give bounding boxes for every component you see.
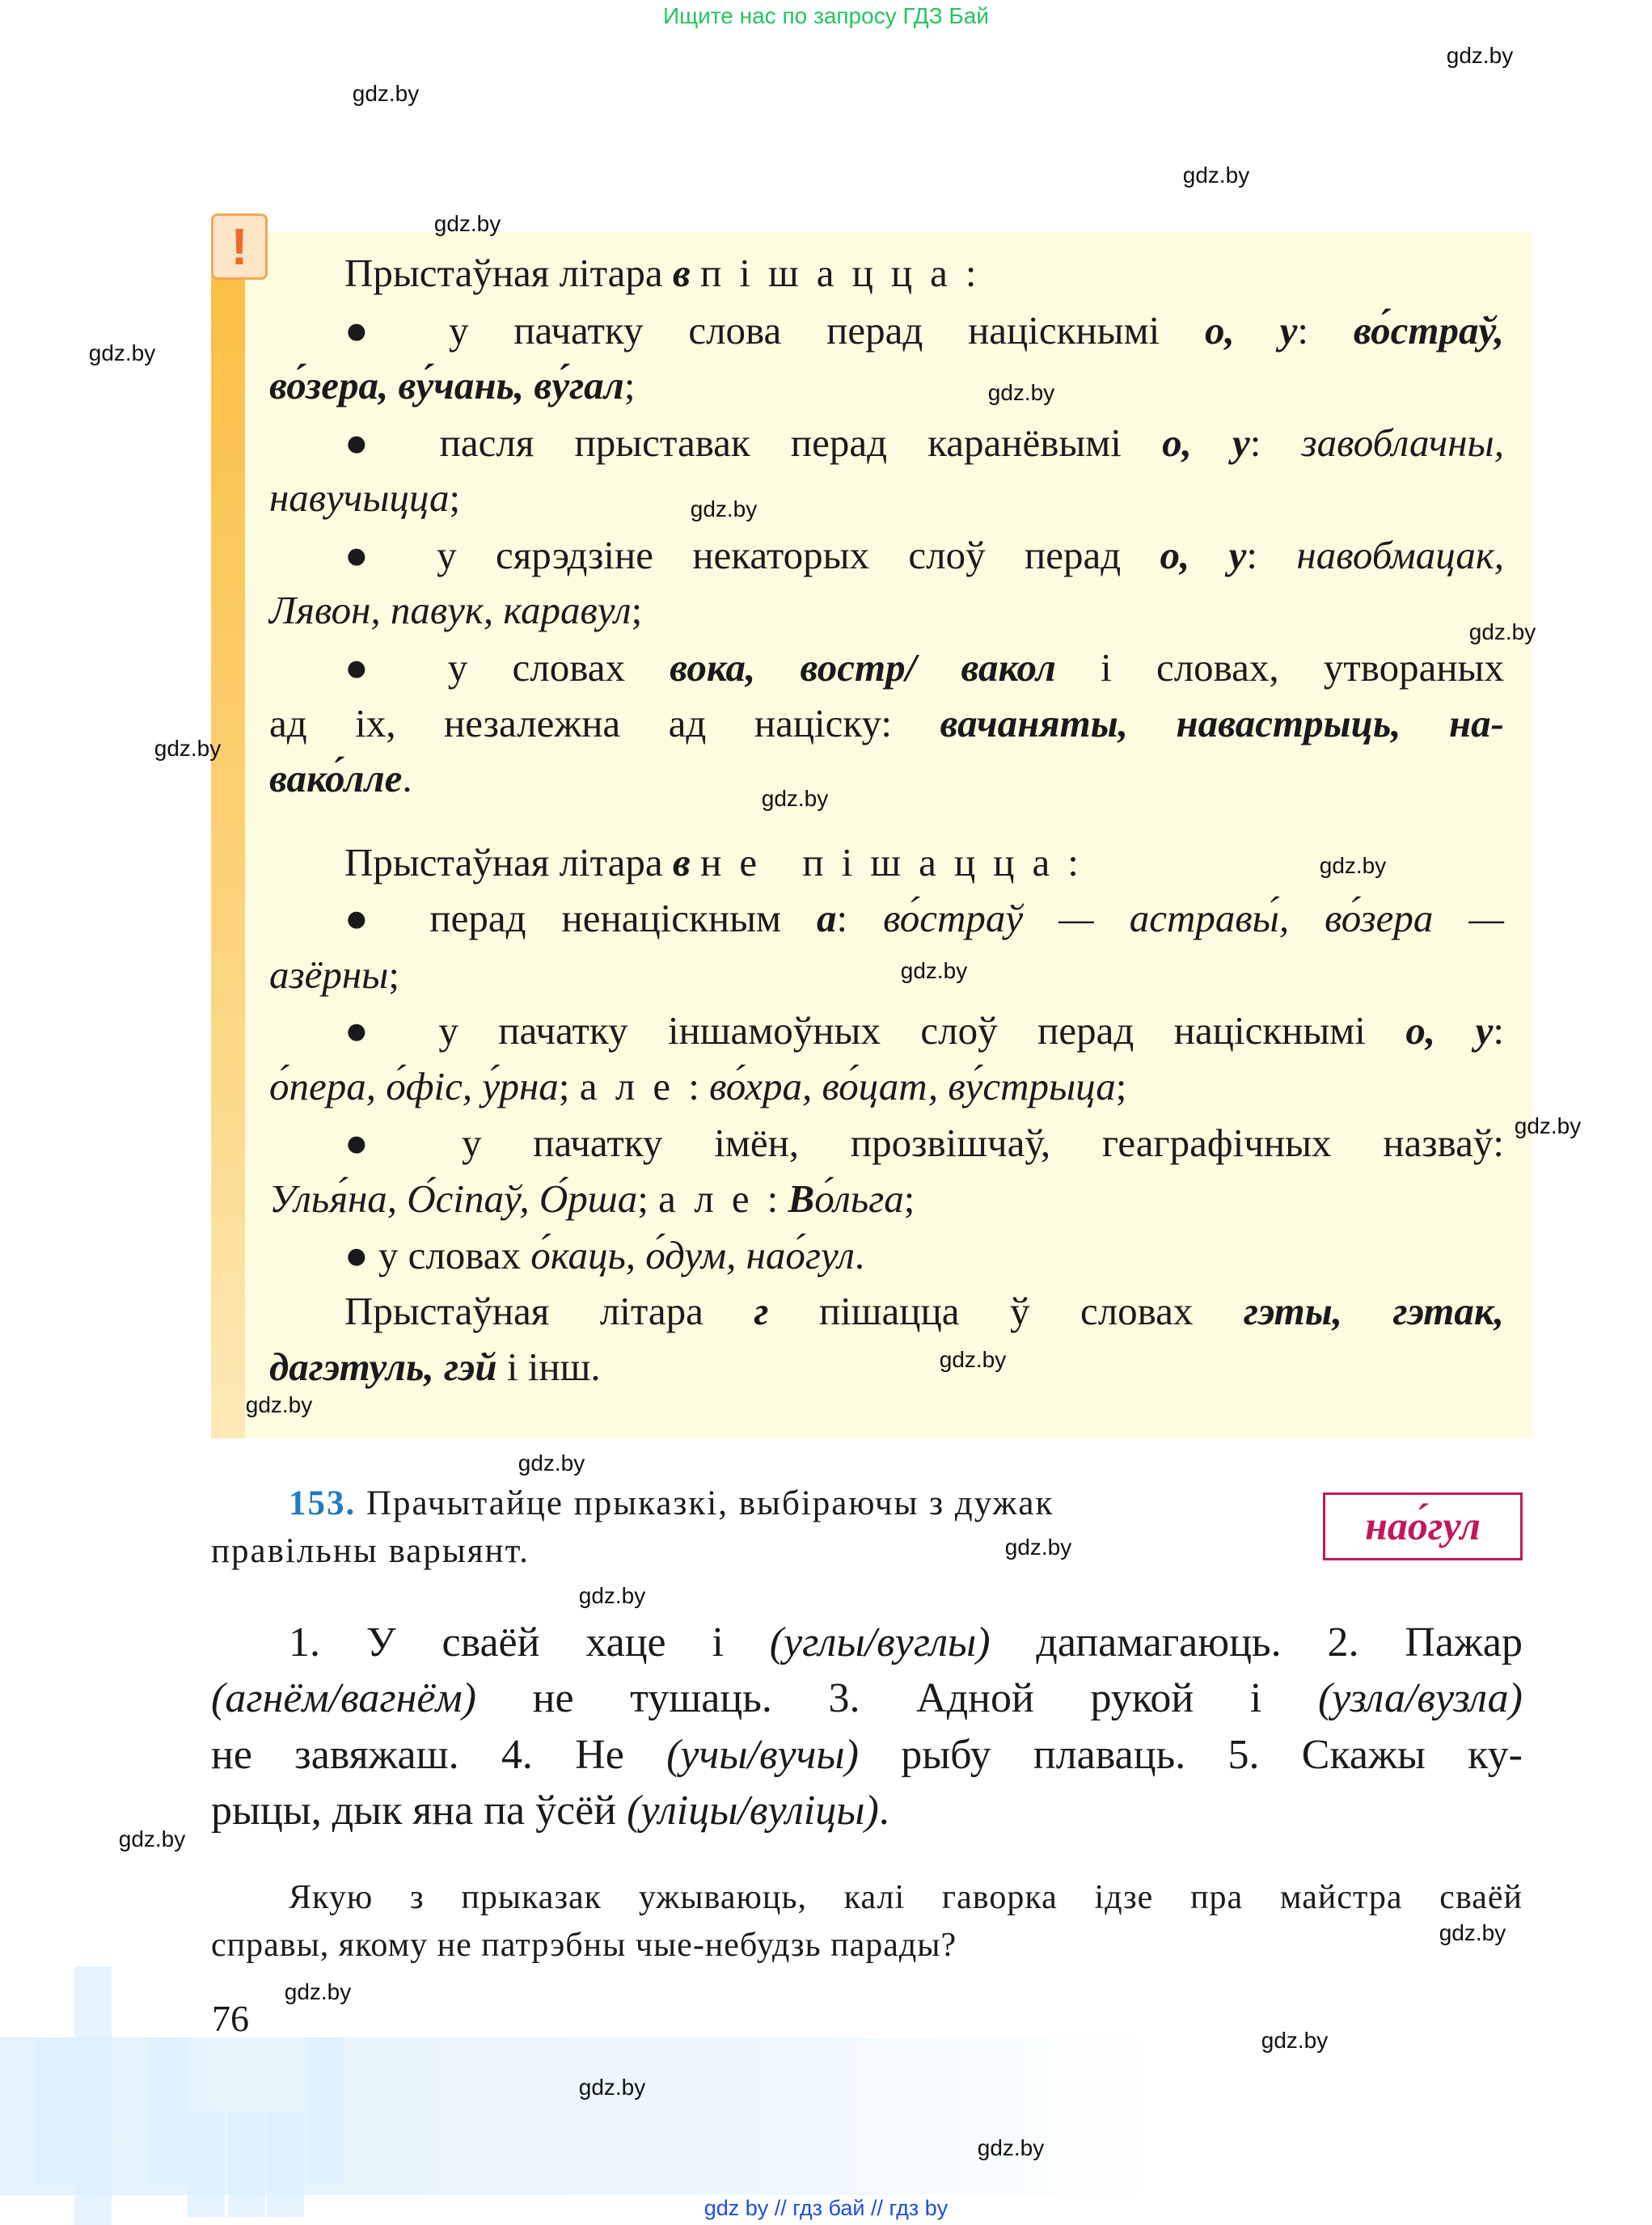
text-line (211, 1783, 889, 1839)
watermark: gdz.by (578, 2075, 646, 2100)
text-segment: : (688, 1064, 710, 1108)
text-segment: . (854, 1233, 865, 1277)
text-segment: ● у словах (344, 1233, 531, 1277)
text-segment: не тушаць. 3. Адной рукой і (476, 1675, 1318, 1721)
watermark: gdz.by (352, 81, 420, 106)
text-segment: в (672, 840, 691, 885)
text-segment: г (754, 1289, 769, 1333)
text-line (269, 750, 412, 807)
question-line2: справы, якому не патрэбны чые-небудзь парады? (211, 1927, 957, 1964)
text-segment: вока, востр/ вакол (670, 645, 1056, 690)
text-segment: але (658, 1176, 767, 1221)
text-segment (691, 251, 700, 295)
text-segment: рыцы, дык яна па ўсёй (211, 1788, 627, 1834)
text-line (344, 1115, 1504, 1172)
text-segment: дапамагаюць. 2. Пажар (990, 1619, 1523, 1666)
text-segment: ; (558, 1064, 580, 1108)
text-segment: пішацца: (700, 251, 995, 295)
text-segment: але (579, 1064, 689, 1108)
text-segment: во́зера, ву́чань, ву́гал (269, 363, 624, 407)
text-segment (691, 840, 700, 885)
text-segment: о, у (1205, 308, 1298, 353)
text-segment: о́льга (814, 1176, 904, 1221)
text-segment: В (788, 1176, 815, 1221)
text-segment: Прыстаўная літара (344, 1289, 754, 1333)
text-segment: в (672, 251, 691, 295)
text-segment: ; (637, 1176, 659, 1221)
text-segment: ; (388, 952, 399, 997)
watermark: gdz.by (518, 1450, 585, 1476)
watermark: gdz.by (900, 958, 968, 983)
text-segment: навобмацак, (1296, 533, 1505, 577)
text-segment: ; (903, 1176, 915, 1221)
text-segment: о́пера, о́фіс, у́рна (269, 1064, 559, 1108)
text-line (344, 245, 995, 302)
text-segment: ; (631, 588, 643, 632)
watermark: gdz.by (245, 1392, 313, 1417)
text-segment: дагэтуль, гэй (269, 1345, 497, 1389)
text-line (269, 1339, 601, 1395)
text-line (269, 357, 635, 414)
text-segment: о́каць, о́дум, нао́гул (530, 1233, 855, 1277)
text-segment: (уліцы/вуліцы) (627, 1788, 879, 1834)
watermark: gdz.by (690, 496, 758, 521)
text-segment: (узла/вузла) (1317, 1675, 1523, 1721)
text-segment: ад іх, незалежна ад націску: (269, 701, 940, 745)
text-segment: Прыстаўная літара (344, 840, 673, 885)
text-segment: о, у (1405, 1008, 1494, 1053)
text-segment: : (1493, 1008, 1505, 1053)
watermark: gdz.by (1319, 853, 1387, 878)
text-segment: Лявон, павук, каравул (269, 588, 632, 632)
text-line (211, 1727, 1523, 1784)
text-segment: во́хра, во́цат, ву́стрыца (709, 1064, 1116, 1108)
text-segment: : (1246, 533, 1297, 577)
text-segment: гэты, гэтак, (1243, 1289, 1504, 1333)
watermark: gdz.by (1261, 2028, 1329, 2053)
text-line (344, 302, 1504, 359)
watermark: gdz.by (118, 1826, 186, 1851)
watermark: gdz.by (88, 340, 156, 365)
text-segment: : (836, 896, 884, 940)
text-line (269, 1058, 1126, 1115)
exercise-instruction-line2: правільны варыянт. (211, 1532, 530, 1570)
text-segment: і словах, утвораных (1055, 645, 1504, 690)
watermark: gdz.by (939, 1347, 1007, 1372)
text-segment: і інш. (496, 1345, 601, 1389)
text-segment: не пішацца: (700, 840, 1096, 885)
text-segment: (агнём/вагнём) (211, 1675, 476, 1721)
text-line (344, 527, 1504, 584)
text-line (344, 1283, 1504, 1340)
watermark: gdz.by (1439, 1920, 1506, 1945)
watermark: gdz.by (433, 211, 501, 236)
vocabulary-word-box: нао́гул (1323, 1492, 1523, 1560)
exercise-number: 153. (289, 1484, 357, 1522)
text-segment: Улья́на, О́сіпаў, О́рша (269, 1176, 638, 1221)
watermark: gdz.by (1446, 43, 1514, 68)
text-segment: ● у сярэдзіне некаторых слоў перад (344, 533, 1160, 577)
text-line (289, 1615, 1523, 1671)
text-line (211, 1670, 1523, 1727)
text-segment: 1. У сваёй хаце і (289, 1619, 770, 1666)
text-segment: : (1249, 420, 1302, 465)
exclamation-icon: ! (211, 213, 268, 280)
text-segment: ● у пачатку імён, прозвішчаў, геаграфічных назваў: (344, 1121, 1504, 1165)
page-number: 76 (212, 1998, 249, 2039)
footer-links[interactable]: gdz by // гдз бай // гдз by (703, 2196, 949, 2220)
text-line (344, 890, 1504, 947)
watermark: gdz.by (987, 380, 1055, 405)
text-segment: вако́лле (269, 756, 403, 800)
text-line (269, 1171, 915, 1227)
text-segment: рыбу плаваць. 5. Скажы ку- (858, 1732, 1523, 1778)
text-segment: (углы/вуглы) (769, 1619, 991, 1666)
text-line (344, 1227, 864, 1284)
text-line (269, 695, 1504, 752)
text-line (269, 470, 460, 526)
exercise-instruction-line1: Прачытайце прыказкі, выбіраючы з дужак (366, 1484, 1054, 1522)
text-segment: ● у словах (344, 645, 670, 690)
text-segment: ● у пачатку слова перад націскнымі (344, 308, 1206, 353)
watermark: gdz.by (1468, 619, 1536, 644)
watermark: gdz.by (284, 1979, 352, 2004)
text-segment: . (402, 756, 412, 800)
watermark: gdz.by (761, 786, 829, 811)
text-segment: ; (449, 475, 461, 520)
text-line (269, 947, 399, 1003)
text-segment: азёрны (269, 952, 389, 997)
text-segment: о, у (1160, 533, 1247, 577)
text-segment: не завяжаш. 4. Не (211, 1732, 667, 1778)
text-segment: . (878, 1788, 889, 1834)
text-line (344, 1003, 1504, 1059)
text-segment: ● у пачатку іншамоўных слоў перад націскнымі (344, 1008, 1406, 1053)
text-line (344, 640, 1504, 696)
rule-box-accent-bar (211, 275, 245, 1438)
text-segment: : (767, 1176, 788, 1221)
text-line (269, 582, 642, 639)
text-segment: ; (623, 363, 636, 407)
text-line (344, 415, 1504, 471)
text-segment: навучыцца (269, 475, 450, 520)
text-segment: вачаняты, навастрыць, на- (940, 701, 1504, 745)
text-segment: во́страў, (1353, 308, 1505, 353)
question-line1: Якую з прыказак ужываюць, калі гаворка ідзе пра майстра сваёй (289, 1879, 1523, 1916)
text-segment: а (817, 896, 837, 940)
text-segment: завоблачны, (1301, 420, 1504, 465)
watermark: gdz.by (1004, 1535, 1072, 1560)
text-segment: ● перад ненаціскным (344, 896, 818, 940)
text-segment: о, у (1162, 420, 1250, 465)
watermark: gdz.by (1514, 1113, 1582, 1138)
text-segment: ● пасля прыставак перад каранёвымі (344, 420, 1163, 465)
text-segment: пішацца ў словах (768, 1289, 1244, 1333)
text-line (344, 834, 1096, 891)
search-banner: Ищите нас по запросу ГДЗ Бай (662, 3, 990, 28)
text-segment: (учы/вучы) (666, 1732, 859, 1778)
text-segment: Прыстаўная літара (344, 251, 673, 295)
watermark: gdz.by (977, 2135, 1045, 2160)
watermark: gdz.by (1182, 163, 1250, 188)
text-segment: во́страў — астравы́, во́зера — (883, 896, 1504, 940)
watermark: gdz.by (154, 736, 222, 761)
watermark: gdz.by (578, 1583, 646, 1608)
text-segment: : (1297, 308, 1354, 353)
text-segment: ; (1115, 1064, 1127, 1108)
